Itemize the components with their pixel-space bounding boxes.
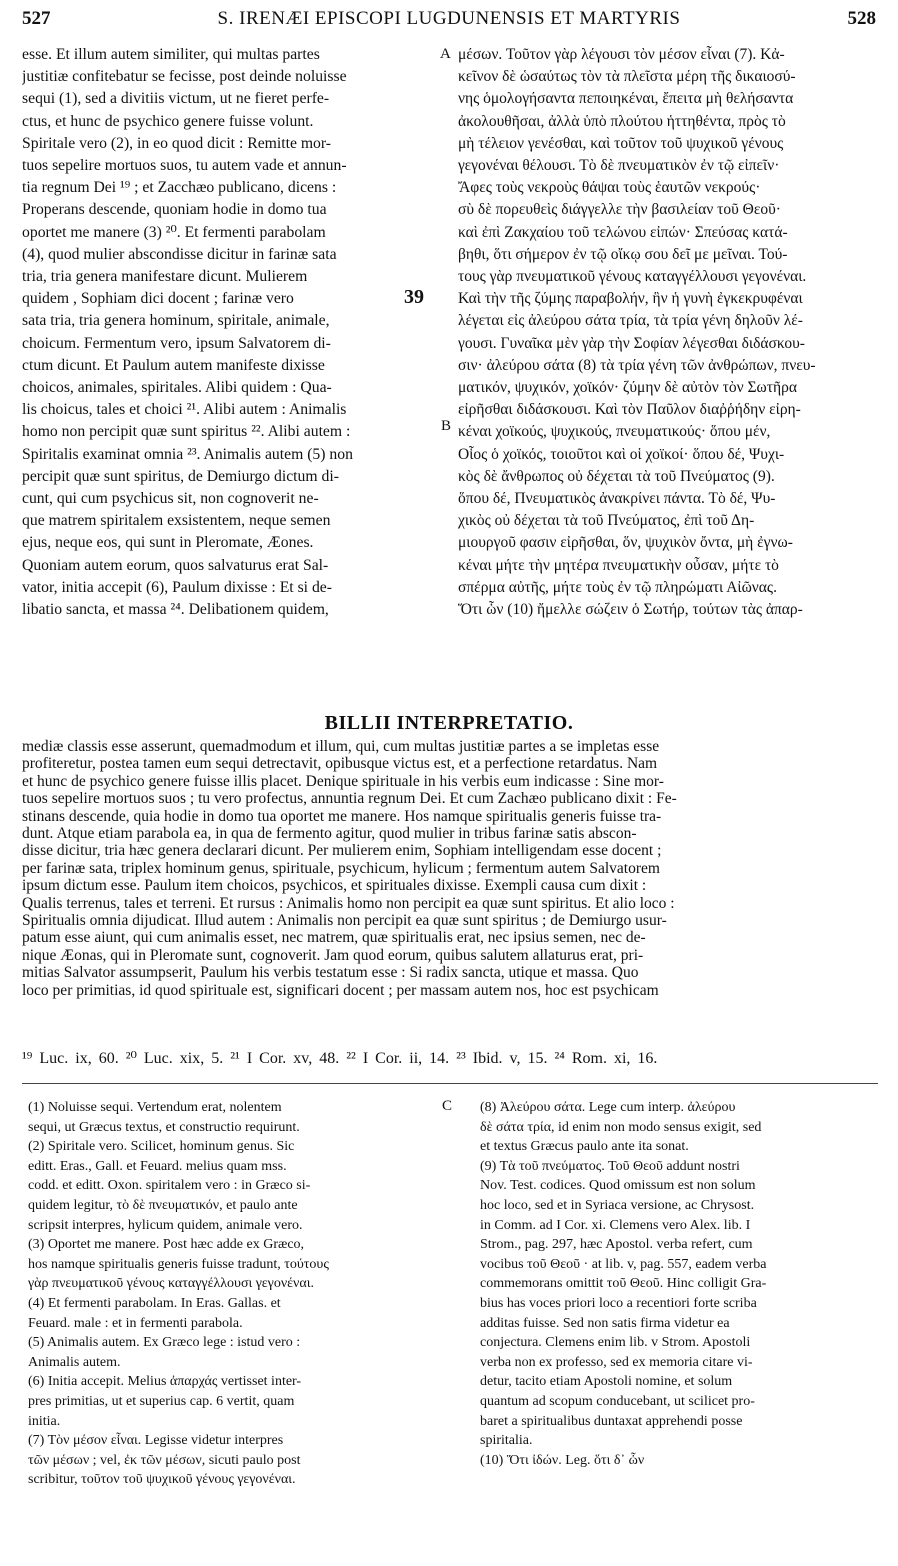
latin-text-line: tuos sepelire mortuos suos, tu autem vade et annun- xyxy=(22,157,347,175)
billi-text-line: tuos sepelire mortuos suos ; tu vero profectus, annuntia regnum Dei. Et cum Zachæo publicano dixit : Fe- xyxy=(22,790,677,808)
footnote-line: verba non ex professo, sed ex memoria citare vi- xyxy=(480,1354,753,1370)
latin-text-line: choicum. Fermentum vero, ipsum Salvatorem di- xyxy=(22,334,331,352)
latin-text-line: oportet me manere (3) ²⁰. Et fermenti parabolam xyxy=(22,223,326,241)
billi-text-line: et hunc de psychico genere fuisse illis placet. Denique spirituale in his verbis eum indicasse : Sine mor- xyxy=(22,772,664,790)
latin-text-line: que matrem spiritalem exsistentem, neque semen xyxy=(22,512,331,530)
latin-text-line: ctus, et hunc de psychico genere fuisse volunt. xyxy=(22,112,314,130)
footnote-line: initia. xyxy=(28,1413,61,1429)
latin-text-line: tria, tria genera manifestare dicunt. Mulierem xyxy=(22,268,308,286)
latin-text-line: ctum dicunt. Et Paulum autem manifeste dixisse xyxy=(22,356,325,374)
latin-text-line: (4), quod mulier abscondisse dicitur in farinæ sata xyxy=(22,245,337,263)
greek-text-line: ἀκολουθῆσαι, ἀλλὰ ὑπὸ πλούτου ἡττηθέντα, πρὸς τὸ xyxy=(458,112,786,130)
footnote-line: (8) Ἀλεύρου σάτα. Lege cum interp. ἀλεύρου xyxy=(480,1100,736,1115)
latin-text-line: esse. Et illum autem similiter, qui multas partes xyxy=(22,46,320,63)
latin-text-line: sata tria, tria genera hominum, spiritale, animale, xyxy=(22,312,330,330)
footnote-line: δὲ σάτα τρία, id enim non modo sensus exigit, sed xyxy=(480,1119,762,1135)
section-title: BILLII INTERPRETATIO. xyxy=(324,712,574,734)
greek-column xyxy=(458,44,878,621)
scripture-references: ¹⁹ Luc. ix, 60. ²⁰ Luc. xix, 5. ²¹ I Cor. xv, 48. ²² I Cor. ii, 14. ²³ Ibid. v, 15. ²⁴ Rom. xi, 16. xyxy=(22,1050,658,1067)
latin-text-line: cunt, qui cum psychicus sit, non cognoverit ne- xyxy=(22,490,319,508)
footnote-line: codd. et editt. Oxon. spiritalem vero : in Græco si- xyxy=(28,1178,311,1194)
footnote-line: scripsit interpres, hylicum quidem, animale vero. xyxy=(28,1217,303,1233)
footnote-line: τῶν μέσων ; vel, ἐκ τῶν μέσων, sicuti paulo post xyxy=(28,1452,301,1468)
footnote-line: conjectura. Clemens enim lib. v Strom. Apostoli xyxy=(480,1335,751,1351)
billi-text-line: stinans descende, quia hodie in domo tua oportet me manere. Hos namque spiritualis generis fuisse tra- xyxy=(22,807,662,825)
greek-text-line: γεγονέναι θέλουσι. Τὸ δὲ πνευματικὸν ἐν τῷ εἰπεῖν· xyxy=(458,157,780,175)
latin-text-line: homo non percipit quæ sunt spiritus ²². Alibi autem : xyxy=(22,423,351,441)
billi-text-line: Qualis terrenus, tales et terreni. Et rursus : Animalis homo non percipit ea quæ sunt spiritus. Et alio loco : xyxy=(22,894,675,912)
greek-text-line: κέναι χοϊκούς, ψυχικούς, πνευματικούς· ὅπου μέν, xyxy=(458,423,771,441)
footnote-line: Animalis autem. xyxy=(28,1354,121,1370)
footnote-line: γὰρ πνευματικοῦ γένους καταγγέλλουσι γεγονέναι. xyxy=(28,1276,314,1292)
greek-text-line: καὶ ἐπὶ Ζακχαίου τοῦ τελώνου εἰπών· Σπεύσας κατά- xyxy=(458,223,788,241)
greek-text-line: ὅπου δέ, Πνευματικὸς ἀνακρίνει πάντα. Τὸ δέ, Ψυ- xyxy=(458,490,776,508)
latin-text-line: sequi (1), sed a divitiis victum, ut ne fieret perfe- xyxy=(22,90,330,108)
footnote-divider xyxy=(22,1083,878,1084)
footnote-line: sequi, ut Græcus textus, et constructio requirunt. xyxy=(28,1119,300,1135)
billi-text-line: patum esse aiunt, qui cum animalis esset, nec matrem, quæ spiritualis erat, nec ipsius semen, nec de- xyxy=(22,929,646,947)
latin-text-line: vator, initia accepit (6), Paulum dixisse : Et si de- xyxy=(22,578,332,596)
notes-right-column xyxy=(480,1098,876,1470)
greek-text-line: κὸς δὲ ἄνθρωπος οὐ δέχεται τὰ τοῦ Πνεύματος (9). xyxy=(458,467,775,485)
running-title: S. IRENÆI EPISCOPI LUGDUNENSIS ET MARTYRIS xyxy=(217,8,681,29)
footnote-line: (6) Initia accepit. Melius ἀπαρχάς vertisset inter- xyxy=(28,1374,302,1390)
greek-text-line: σιν· ἀλεύρου σάτα (8) τὰ τρία γένη τῶν ἀνθρώπων, πνευ- xyxy=(458,356,816,374)
footnote-line: (9) Τὰ τοῦ πνεύματος. Τοῦ Θεοῦ addunt nostri xyxy=(480,1158,740,1174)
footnote-line: hoc loco, sed et in Syriaca versione, ac Chrysost. xyxy=(480,1197,755,1213)
greek-text-line: κέναι μήτε τὴν μητέρα πνευματικὴν οὖσαν, μήτε τὸ xyxy=(458,556,779,574)
footnote-line: detur, tacito etiam Apostoli nomine, et solum xyxy=(480,1374,733,1390)
billi-text-line: loco per primitias, id quod spirituale est, significari docent ; per massam autem nos, hoc est psychicam xyxy=(22,981,659,999)
footnote-line: quidem legitur, τὸ δὲ πνευματικόν, et paulo ante xyxy=(28,1197,298,1213)
footnote-line: in Comm. ad I Cor. xi. Clemens vero Alex. lib. I xyxy=(480,1217,751,1233)
page-number-left: 527 xyxy=(22,8,51,29)
latin-text-line: ejus, neque eos, qui sunt in Pleromate, Æones. xyxy=(22,534,314,552)
greek-text-line: νης ὁμολογήσαντα πεποιηκέναι, ἔπειτα μὴ θελήσαντα xyxy=(458,90,794,108)
billi-interpretation xyxy=(22,738,878,999)
footnote-line: hos namque spiritualis generis fuisse tradunt, τούτους xyxy=(28,1256,329,1272)
greek-text-line: Οἷος ὁ χοϊκός, τοιοῦτοι καὶ οἱ χοϊκοί· ὅπου δέ, Ψυχι- xyxy=(458,445,785,463)
latin-text-line: tia regnum Dei ¹⁹ ; et Zacchæo publicano, dicens : xyxy=(22,179,337,197)
greek-text-line: Καὶ τὴν τῆς ζύμης παραβολήν, ἣν ἡ γυνὴ ἐγκεκρυφέναι xyxy=(458,290,803,308)
footnote-line: spiritalia. xyxy=(480,1433,533,1449)
billi-text-line: disse dicitur, tria hæc genera declarari dicunt. Per mulierem enim, Sophiam intelligendam esse docent ; xyxy=(22,842,662,860)
greek-text-line: μὴ τέλειον γενέσθαι, καὶ τοῦτον τοῦ ψυχικοῦ γένους xyxy=(458,134,784,152)
footnote-line: baret a spiritualibus duntaxat apprehendi posse xyxy=(480,1413,743,1429)
billi-text-line: mediæ classis esse asserunt, quemadmodum et illum, qui, cum multas justitiæ partes a se impletas esse xyxy=(22,738,660,755)
greek-text-line: Ἄφες τοὺς νεκροὺς θάψαι τοὺς ἑαυτῶν νεκρούς· xyxy=(458,179,761,197)
latin-column xyxy=(22,44,436,621)
footnote-line: scribitur, τοῦτον τοῦ ψυχικοῦ γένους γεγονέναι. xyxy=(28,1472,296,1488)
footnote-line: (4) Et fermenti parabolam. In Eras. Gallas. et xyxy=(28,1295,281,1311)
footnote-line: Feuard. male : et in fermenti parabola. xyxy=(28,1315,243,1331)
footnote-line: commemorans omittit τοῦ Θεοῦ. Hinc colligit Gra- xyxy=(480,1276,767,1292)
billi-text-line: per farinæ sata, triplex hominum genus, spirituale, psychicum, hylicum ; fermentum autem Salvatorem xyxy=(22,859,660,877)
latin-text-line: Quoniam autem eorum, quos salvaturus erat Sal- xyxy=(22,556,329,574)
greek-text-line: Ὅτι ὧν (10) ἤμελλε σώζειν ὁ Σωτήρ, τούτων τὰς ἀπαρ- xyxy=(458,601,803,619)
footnote-line: editt. Eras., Gall. et Feuard. melius quam mss. xyxy=(28,1158,287,1174)
greek-text-line: μιουργοῦ φασιν εἰρῆσθαι, ὅν, ψυχικὸν ὄντα, μὴ ἐγνω- xyxy=(458,534,793,552)
footnote-line: quantum ad scopum conducebant, ut scilicet pro- xyxy=(480,1393,755,1409)
footnote-line: bius has voces priori loco a recentiori forte scriba xyxy=(480,1295,757,1311)
billi-text-line: profiteretur, postea tamen eum sequi detrectavit, opibusque victus est, et a perfectione retardatus. Nam xyxy=(22,755,658,773)
billi-text-line: ipsum dictum esse. Paulum item choicos, psychicos, et spirituales dixisse. Exempli causa cum dixit : xyxy=(22,877,647,895)
margin-letter-c: C xyxy=(442,1098,453,1114)
margin-letter-b: B xyxy=(441,418,452,434)
footnote-line: (5) Animalis autem. Ex Græco lege : istud vero : xyxy=(28,1335,301,1351)
page-number-right: 528 xyxy=(847,8,876,29)
footnote-line: additas fuisse. Sed non satis firma videtur ea xyxy=(480,1315,730,1331)
greek-text-line: λέγεται εἰς ἀλεύρου σάτα τρία, τὰ τρία γένη δηλοῦν λέ- xyxy=(458,312,803,330)
latin-text-line: choicos, animales, spiritales. Alibi quidem : Qua- xyxy=(22,379,332,397)
footnote-line: vocibus τοῦ Θεοῦ · at lib. v, pag. 557, eadem verba xyxy=(480,1256,767,1272)
notes-left-column xyxy=(28,1098,428,1490)
greek-text-line: βηθι, ὅτι σήμερον ἐν τῷ οἴκῳ σου δεῖ με μεῖναι. Τού- xyxy=(458,245,788,263)
footnote-line: (1) Noluisse sequi. Vertendum erat, nolentem xyxy=(28,1100,282,1115)
latin-text-line: Spiritale vero (2), in eo quod dicit : Remitte mor- xyxy=(22,134,332,152)
latin-text-line: libatio sancta, et massa ²⁴. Delibationem quidem, xyxy=(22,601,329,619)
greek-text-line: χικὸς οὐ δέχεται τὰ τοῦ Πνεύματος, ἐπὶ τοῦ Δη- xyxy=(458,512,755,530)
billi-text-line: dunt. Atque etiam parabola ea, in qua de fermento agitur, quod mulier in tribus farinæ satis abscon- xyxy=(22,825,637,843)
footnote-line: (7) Τὸν μέσον εἶναι. Legisse videtur interpres xyxy=(28,1433,284,1449)
billi-text-line: Spiritualis omnia dijudicat. Illud autem : Animalis non percipit ea quæ sunt spiritus ; de Demiurgo usur- xyxy=(22,912,667,930)
footnote-line: (2) Spiritale vero. Scilicet, hominum genus. Sic xyxy=(28,1139,295,1155)
running-header xyxy=(22,8,876,38)
greek-text-line: σὺ δὲ πορευθεὶς διάγγελλε τὴν βασιλείαν τοῦ Θεοῦ· xyxy=(458,201,781,219)
greek-text-line: σπέρμα αὐτῆς, μήτε τοὺς ἐν τῷ πληρώματι Αἰῶνας. xyxy=(458,578,777,596)
margin-letter-a: A xyxy=(440,46,451,62)
latin-text-line: justitiæ confitebatur se fecisse, post deinde noluisse xyxy=(22,68,347,86)
latin-text-line: quidem , Sophiam dici docent ; farinæ vero xyxy=(22,290,294,308)
latin-text-line: lis choicus, tales et choici ²¹. Alibi autem : Animalis xyxy=(22,401,347,419)
footnote-line: pres primitias, ut et superius cap. 6 vertit, quam xyxy=(28,1393,295,1409)
footnote-line: et textus Græcus paulo ante ita sonat. xyxy=(480,1139,689,1155)
greek-text-line: εἰρῆσθαι διδάσκουσι. Καὶ τὸν Παῦλον διαῤῥήδην εἰρη- xyxy=(458,401,801,419)
greek-text-line: γουσι. Γυναῖκα μὲν γὰρ τὴν Σοφίαν λέγεσθαι διδάσκου- xyxy=(458,334,805,352)
margin-number: 39 xyxy=(404,286,424,308)
greek-text-line: ματικόν, ψυχικόν, χοϊκόν· ζύμην δὲ αὐτὸν τὸν Σωτῆρα xyxy=(458,379,797,397)
billi-text-line: mitias Salvator assumpserit, Paulum his verbis testatum esse : Si radix sancta, utique et massa. Quo xyxy=(22,964,639,982)
greek-text-line: τους γὰρ πνευματικοῦ γένους καταγγέλλουσι γεγονέναι. xyxy=(458,268,807,286)
billi-text-line: nique Æonas, qui in Pleromate sunt, cognoverit. Jam quod eorum, quibus salutem allaturus erat, pri- xyxy=(22,946,644,964)
greek-text-line: μέσων. Τοῦτον γὰρ λέγουσι τὸν μέσον εἶναι (7). Κἀ- xyxy=(458,46,785,63)
footnote-line: Strom., pag. 297, hæc Apostol. verba refert, cum xyxy=(480,1237,753,1253)
latin-text-line: Spiritalis examinat omnia ²³. Animalis autem (5) non xyxy=(22,445,353,463)
footnote-line: (3) Oportet me manere. Post hæc adde ex Græco, xyxy=(28,1237,305,1253)
latin-text-line: percipit quæ sunt spiritus, de Demiurgo dictum di- xyxy=(22,467,339,485)
greek-text-line: κεῖνον δὲ ὡσαύτως τὸν τὰ πλεῖστα μέρη τῆς δικαιοσύ- xyxy=(458,68,796,86)
footnote-line: (10) Ὅτι ἰδών. Leg. ὅτι δ᾽ ὧν xyxy=(480,1452,645,1468)
footnote-line: Nov. Test. codices. Quod omissum est non solum xyxy=(480,1178,756,1194)
latin-text-line: Properans descende, quoniam hodie in domo tua xyxy=(22,201,327,219)
